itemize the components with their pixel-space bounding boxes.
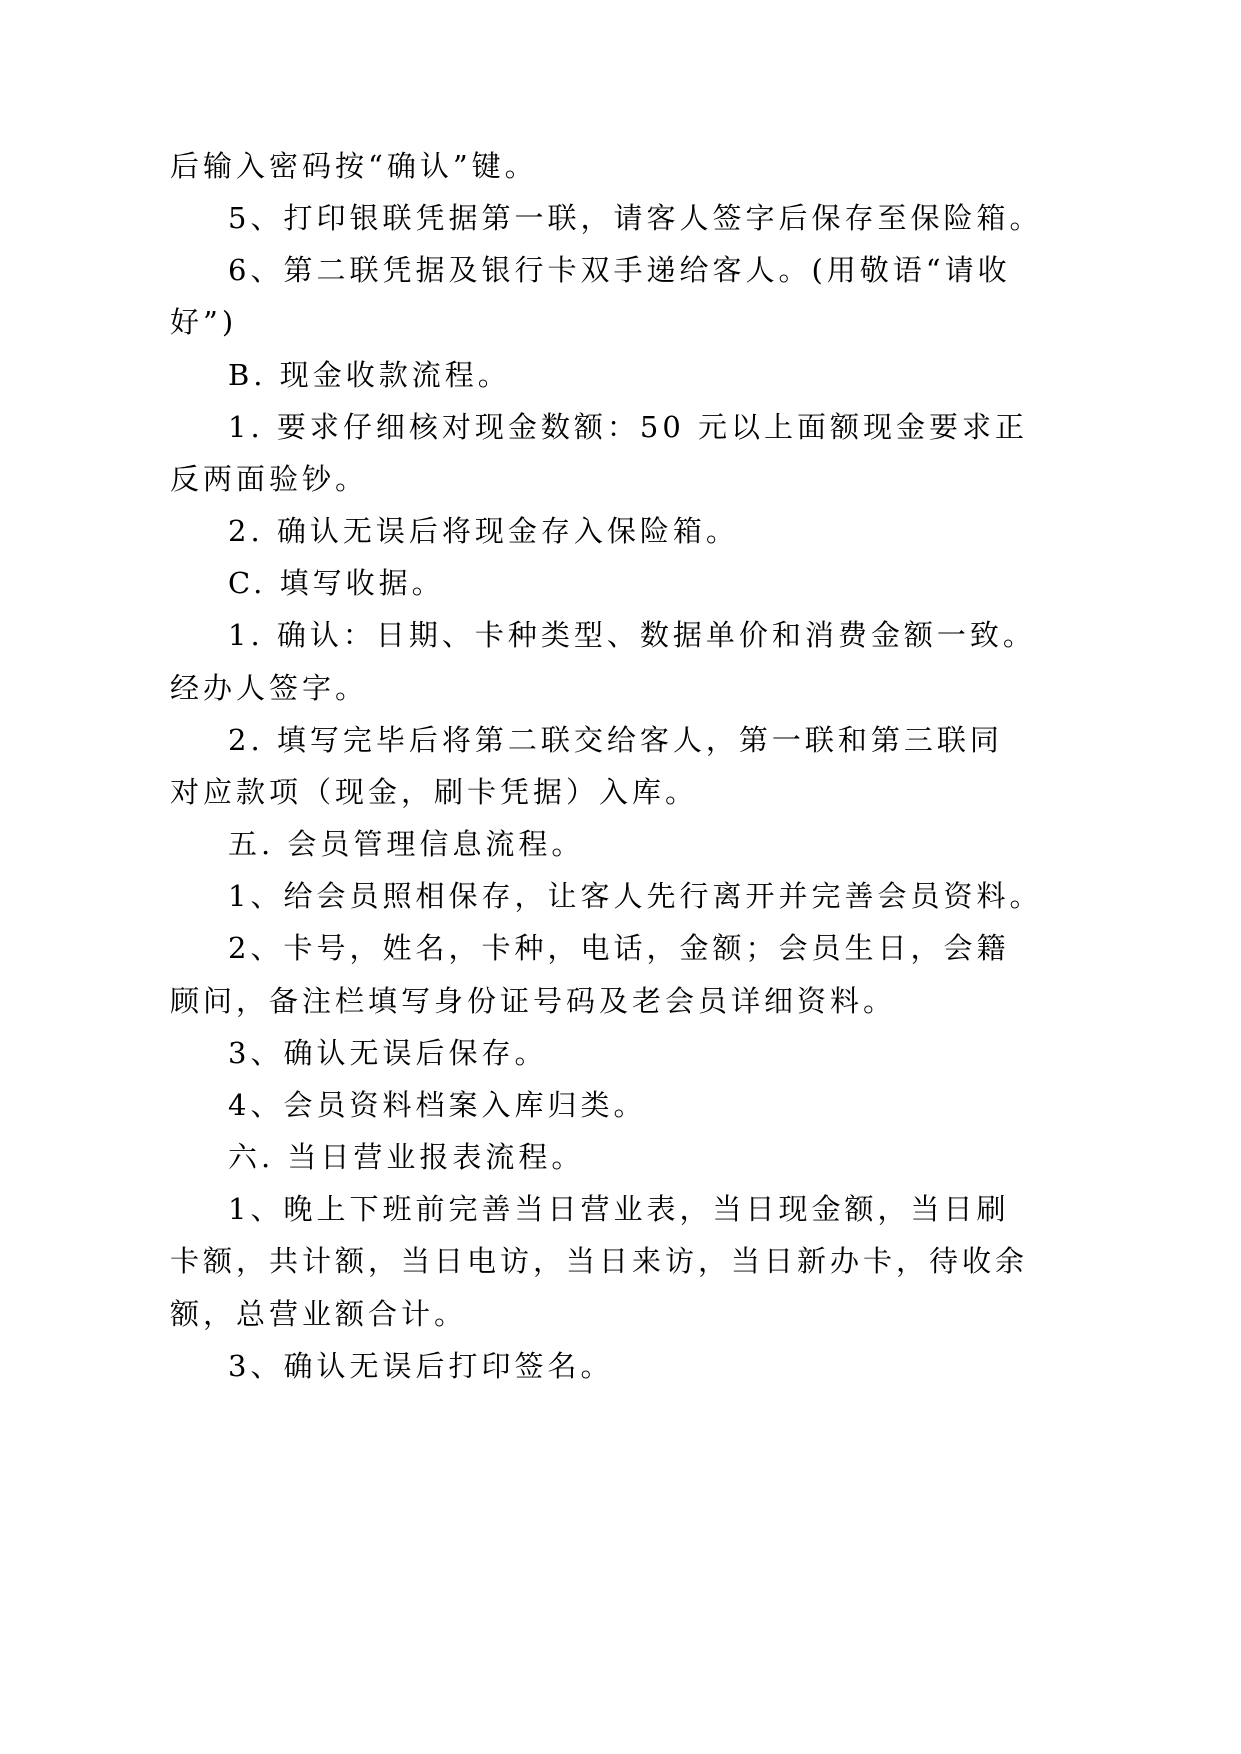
text-line: 1. 确认：日期、卡种类型、数据单价和消费金额一致。 (228, 618, 1036, 652)
text-line: 五. 会员管理信息流程。 (228, 827, 585, 861)
text-line: 6、第二联凭据及银行卡双手递给客人。(用敬语“请收 (228, 253, 1011, 287)
text-line: 2、卡号，姓名，卡种，电话，金额；会员生日，会籍 (228, 931, 1010, 965)
text-line: 3、确认无误后打印签名。 (228, 1349, 614, 1383)
text-line: 1、晚上下班前完善当日营业表，当日现金额，当日刷 (228, 1192, 1010, 1226)
text-line: B. 现金收款流程。 (228, 358, 511, 392)
text-line: 顾问，备注栏填写身份证号码及老会员详细资料。 (170, 984, 897, 1018)
text-line: 卡额，共计额，当日电访，当日来访，当日新办卡，待收余 (170, 1244, 1029, 1278)
text-line: 2. 填写完毕后将第二联交给客人，第一联和第三联同 (228, 723, 1003, 757)
text-line: 3、确认无误后保存。 (228, 1036, 548, 1070)
text-line: 经办人签字。 (170, 671, 369, 705)
text-line: 5、打印银联凭据第一联，请客人签字后保存至保险箱。 (228, 201, 1043, 235)
text-line: C. 填写收据。 (228, 566, 445, 600)
text-line: 额，总营业额合计。 (170, 1297, 468, 1331)
text-line: 2. 确认无误后将现金存入保险箱。 (228, 514, 739, 548)
text-line: 1、给会员照相保存，让客人先行离开并完善会员资料。 (228, 879, 1043, 913)
text-line: 4、会员资料档案入库归类。 (228, 1088, 647, 1122)
text-line: 对应款项（现金，刷卡凭据）入库。 (170, 775, 699, 809)
text-line: 六. 当日营业报表流程。 (228, 1140, 585, 1174)
text-line: 反两面验钞。 (170, 462, 369, 496)
text-line: 1. 要求仔细核对现金数额：50 元以上面额现金要求正 (228, 410, 1029, 444)
text-line: 好”) (170, 305, 238, 339)
text-line: 后输入密码按“确认”键。 (170, 149, 538, 183)
